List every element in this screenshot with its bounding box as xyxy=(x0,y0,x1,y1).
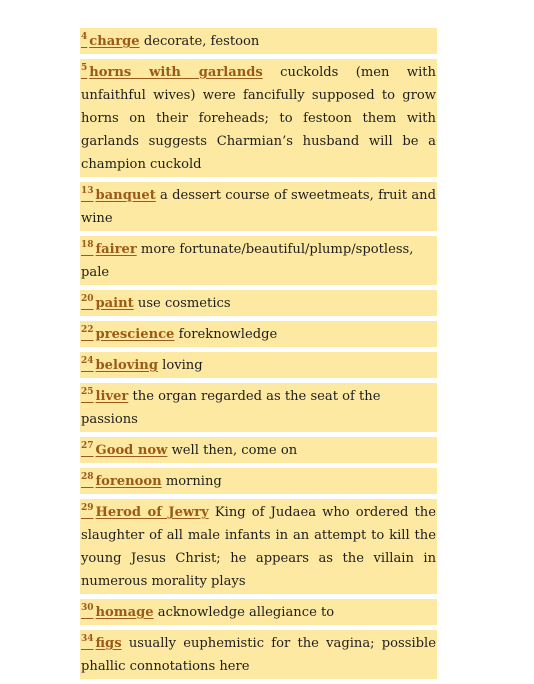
note-gloss: well then, come on xyxy=(171,443,298,458)
note-gloss: morning xyxy=(165,474,222,489)
line-number: 13 xyxy=(81,185,94,196)
line-number: 27 xyxy=(81,440,94,451)
note-item xyxy=(80,383,437,432)
note-item xyxy=(80,290,437,316)
lemma-text: Herod of Jewry xyxy=(95,505,209,520)
note-item xyxy=(80,352,437,378)
note-item xyxy=(80,182,437,231)
note-gloss: decorate, festoon xyxy=(143,34,260,49)
note-gloss: acknowledge allegiance to xyxy=(157,605,335,620)
note-lemma-link[interactable] xyxy=(81,293,134,311)
line-number: 28 xyxy=(81,471,94,482)
line-number: 22 xyxy=(81,324,94,335)
note-lemma-link[interactable] xyxy=(81,31,140,49)
line-number: 30 xyxy=(81,602,94,613)
note-gloss: use cosmetics xyxy=(137,296,231,311)
lemma-text: paint xyxy=(95,296,134,311)
lemma-text: figs xyxy=(95,636,122,651)
note-lemma-link[interactable] xyxy=(81,324,175,342)
glossary-notes xyxy=(80,28,437,684)
lemma-text: prescience xyxy=(95,327,175,342)
note-lemma-link[interactable] xyxy=(81,471,162,489)
lemma-text: forenoon xyxy=(95,474,162,489)
note-item xyxy=(80,321,437,347)
note-item xyxy=(80,599,437,625)
note-gloss: more fortunate/beautiful/plump/spotless, pale xyxy=(81,242,414,280)
line-number: 5 xyxy=(81,62,88,73)
lemma-text: fairer xyxy=(95,242,137,257)
note-lemma-link[interactable] xyxy=(81,502,209,520)
note-gloss: King of Judaea who ordered the slaughter of all male infants in an attempt to kill the young Jesus Christ; he appears as the villain in numerous morality plays xyxy=(81,505,436,589)
note-lemma-link[interactable] xyxy=(81,440,168,458)
note-lemma-link[interactable] xyxy=(81,185,156,203)
lemma-text: homage xyxy=(95,605,154,620)
lemma-text: horns with garlands xyxy=(89,65,263,80)
note-lemma-link[interactable] xyxy=(81,602,154,620)
note-item xyxy=(80,437,437,463)
note-gloss: loving xyxy=(162,358,203,373)
note-lemma-link[interactable] xyxy=(81,386,129,404)
lemma-text: beloving xyxy=(95,358,158,373)
note-lemma-link[interactable] xyxy=(81,633,122,651)
note-item xyxy=(80,236,437,285)
lemma-text: banquet xyxy=(95,188,156,203)
note-gloss: the organ regarded as the seat of the passions xyxy=(81,389,381,427)
note-item xyxy=(80,499,437,594)
note-lemma-link[interactable] xyxy=(81,62,263,80)
line-number: 29 xyxy=(81,502,94,513)
note-lemma-link[interactable] xyxy=(81,239,137,257)
line-number: 24 xyxy=(81,355,94,366)
note-item xyxy=(80,468,437,494)
note-gloss: foreknowledge xyxy=(178,327,278,342)
note-lemma-link[interactable] xyxy=(81,355,158,373)
note-gloss: a dessert course of sweetmeats, fruit and wine xyxy=(81,188,436,226)
lemma-text: charge xyxy=(89,34,140,49)
lemma-text: liver xyxy=(95,389,129,404)
line-number: 34 xyxy=(81,633,94,644)
note-item xyxy=(80,59,437,177)
note-item xyxy=(80,630,437,679)
line-number: 4 xyxy=(81,31,88,42)
line-number: 20 xyxy=(81,293,94,304)
note-gloss: cuckolds (men with unfaithful wives) were fancifully supposed to grow horns on their foreheads; to festoon them with garlands suggests Charmian’s husband will be a champion cuckold xyxy=(81,65,436,172)
line-number: 18 xyxy=(81,239,94,250)
line-number: 25 xyxy=(81,386,94,397)
note-item xyxy=(80,28,437,54)
lemma-text: Good now xyxy=(95,443,168,458)
note-gloss: usually euphemistic for the vagina; possible phallic connotations here xyxy=(81,636,436,674)
